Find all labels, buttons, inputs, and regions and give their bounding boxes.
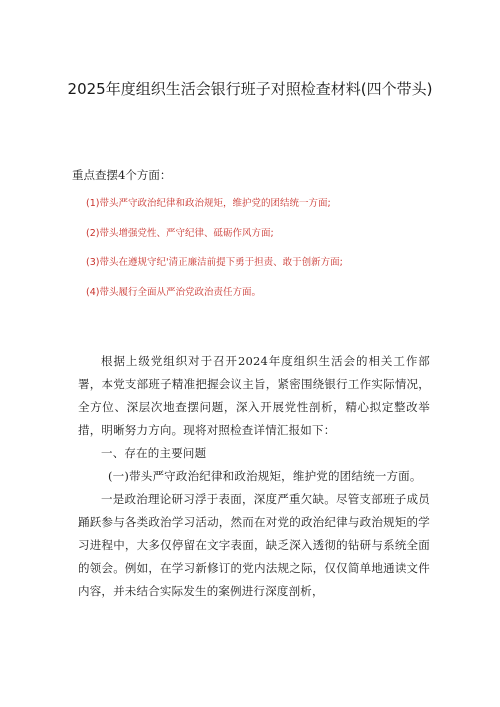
subsection-heading: (一)带头严守政治纪律和政治规矩，维护党的团结统一方面。 (108, 469, 422, 483)
section-heading: 一、存在的主要问题 (101, 446, 207, 460)
focus-item: (4)带头履行全面从严治党政治责任方面。 (86, 286, 261, 298)
focus-heading: 重点查摆4个方面： (72, 168, 172, 182)
body-text (78, 350, 430, 603)
focus-list (86, 197, 426, 315)
problem-paragraph: 一是政治理论研习浮于表面，深度严重欠缺。尽管支部班子成员踊跃参与各类政治学习活动，然而在对党的政治纪律与政治规矩的学习进程中，大多仅停留在文字表面，缺乏深入透彻的钻研与系统全面的领会。例如，在学习新修订的党内法规之际，仅仅简单地通读文件内容，并未结合实际发生的案例进行深度剖析， (78, 492, 430, 598)
focus-item: (3)带头在遵规守纪'清正廉洁前提下勇于担责、敢于创新方面; (86, 257, 343, 268)
document-title: 2025年度组织生活会银行班子对照检查材料(四个带头) (67, 80, 433, 98)
focus-item: (1)带头严守政治纪律和政治规矩，维护党的团结统一方面; (86, 198, 331, 209)
focus-item: (2)带头增强党性、严守纪律、砥砺作风方面; (86, 227, 274, 239)
intro-paragraph: 根据上级党组织对于召开2024年度组织生活会的相关工作部署，本党支部班子精准把握会议主旨，紧密围绕银行工作实际情况，全方位、深层次地查摆问题，深入开展党性剖析，精心拟定整改举措，明晰努力方向。现将对照检查详情汇报如下： (78, 354, 430, 437)
